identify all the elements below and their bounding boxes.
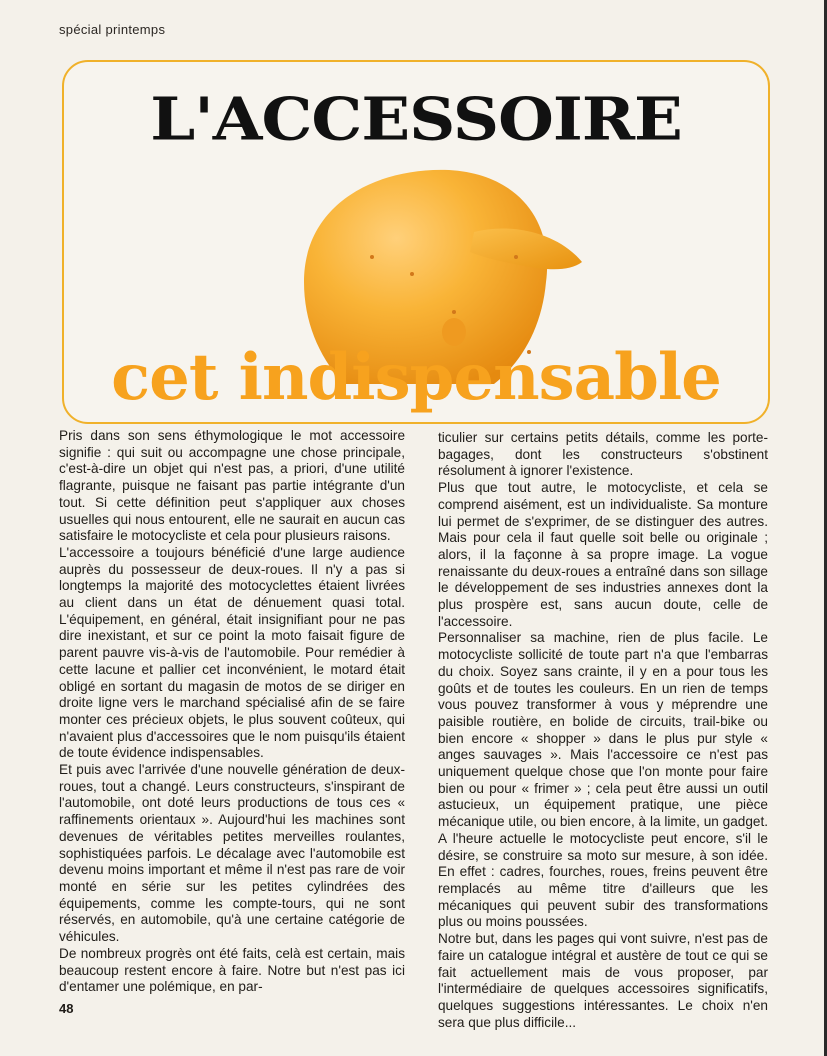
article-paragraph: Et puis avec l'arrivée d'une nouvelle génération de deux-roues, tout a changé. Leurs constructeurs, s'inspirant de l'automobile, ont doté leurs productions de tous ces « raffinements orientaux ». Aujourd'hui les machines sont devenues de véritables petites merveilles roulantes, sophistiquées parfois. Le décalage avec l'automobile est devenu moins important et même il n'est pas rare de voir monté en série sur les petites cylindrées des équipements, comme les compte-tours, qui ne sont réservés, en automobile, qu'à une certaine catégorie de véhicules. [59,762,405,945]
article-paragraph: Plus que tout autre, le motocycliste, et cela se comprend aisément, est un individualiste. Sa monture lui permet de s'exprimer, de se distinguer des autres. Mais pour cela il faut quelle soit belle ou originale ; alors, il la façonne à sa propre image. La vogue renaissante du deux-roues a entraîné dans son sillage le développement de ses industries annexes dont la plus prospère est, sans aucun doute, celle de l'accessoire. [438,480,768,629]
hero-title-top: L'ACCESSOIRE [150,85,682,154]
article-paragraph: Personnaliser sa machine, rien de plus facile. Le motocycliste sollicité de toute part n'a que l'embarras du choix. Soyez sans crainte, il y en a pour tous les goûts et de toutes les couleurs. En un rien de temps vous pouvez transformer à vous y méprendre une paisible routière, en bolide de circuits, trail-bike ou bien encore « shopper » dans le plus pur style « anges sauvages ». Mais l'accessoire ce n'est pas uniquement quelque chose que l'on monte pour faire bien ou pour « frimer » ; cela peut être aussi un outil astucieux, un équipement pratique, une pièce mécanique utile, ou bien encore, à la limite, un gadget. A l'heure actuelle le motocycliste peut encore, s'il le désire, se construire sa moto sur mesure, à son idée. En effet : cadres, fourches, roues, freins peuvent être remplacés au même titre d'ailleurs que les mécaniques qui peuvent subir des transformations plus ou moins poussées. [438,630,768,930]
article-paragraph: L'accessoire a toujours bénéficié d'une large audience auprès du possesseur de deux-roues. Il n'y a pas si longtemps la majorité des motocyclettes étaient livrées au client dans un état de dénuement quasi total. L'équipement, en général, était insignifiant pour ne pas dire inexistant, et sur ce point la moto faisait figure de parent pauvre vis-à-vis de l'automobile. Pour remédier à cette lacune et pallier cet inconvénient, le motard était obligé en sortant du magasin de motos de se diriger en droite ligne vers le marchand spécialisé afin de se faire monter ces précieux objets, le plus souvent coûteux, qui n'avaient plus d'accessoires que le nom puisqu'ils étaient de toute évidence indispensables. [59,544,405,761]
article-paragraph: Notre but, dans les pages qui vont suivre, n'est pas de faire un catalogue intégral et austère de tout ce qui se fait actuellement mais de vous proposer, par l'intermédiaire de quelques accessoires significatifs, quelques suggestions intéressantes. Le choix n'en sera que plus difficile... [438,931,768,1030]
article-paragraph: ticulier sur certains petits détails, comme les porte-bagages, dont les constructeurs s'obstinent résolument à ignorer l'existence. [438,430,768,479]
page-number: 48 [59,1001,74,1016]
hero-frame [62,60,770,424]
article-paragraph: Pris dans son sens éthymologique le mot accessoire signifie : qui suit ou accompagne une chose principale, c'est-à-dire un objet qui n'est pas, a priori, d'une utilité flagrante, puisque ne faisant pas partie intégrante d'un tout. Si cette définition peut s'appliquer aux choses usuelles qui nous entourent, elle ne saurait en aucun cas satisfaire le motocycliste et cela pour plusieurs raisons. [59,428,405,544]
hero-title-bottom: cet indispensable [111,340,721,415]
article-paragraph: De nombreux progrès ont été faits, celà est certain, mais beaucoup restent encore à faire. Notre but n'est pas ici d'entamer une polémique, en par- [59,945,405,995]
article-column-right [438,430,768,1031]
section-tag: spécial printemps [59,22,166,37]
article-column-left [59,428,405,996]
